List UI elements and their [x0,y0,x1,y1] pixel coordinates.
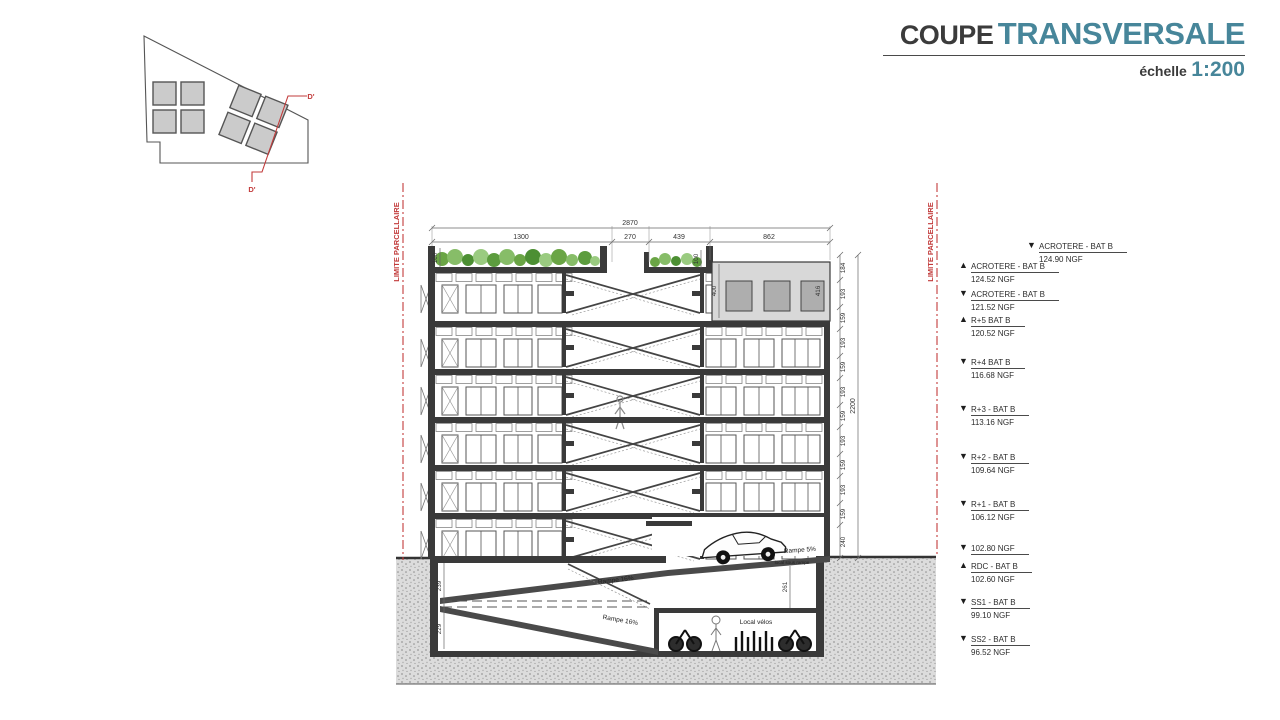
level-ngf: 116.68 NGF [971,371,1014,380]
dim-seg3: 439 [673,234,685,241]
level-triangle-icon: ▼ [959,356,968,366]
level-triangle-icon: ▼ [959,498,968,508]
dim-box-right: 416 [815,285,822,297]
level-triangle-icon: ▼ [959,596,968,606]
level-triangle-icon: ▼ [959,451,968,461]
level-ngf: 106.12 NGF [971,513,1015,522]
level-triangle-icon: ▼ [959,403,968,413]
title-main: TRANSVERSALE [997,16,1245,51]
dim-ss2: 229 [436,623,443,635]
bike-rack [736,631,772,651]
dim-seg4: 862 [763,234,775,241]
level-marker-ss1 [960,592,1080,620]
level-ngf: 120.52 NGF [971,329,1015,338]
label-ramp16-upper: Rampe 16% [597,574,635,587]
dim-roof-mid: 100 [693,253,700,265]
level-triangle-icon: ▼ [959,288,968,298]
parcel-boundary-label-left: LIMITE PARCELLAIRE [392,202,401,282]
level-label: RDC - BAT B [971,562,1032,573]
dim-top-total: 2870 [622,220,638,227]
dim-ss1: 239 [436,580,443,592]
level-triangle-icon: ▼ [1027,240,1036,250]
dim-right-5: 193 [840,386,847,398]
site-buildings-right [219,85,288,154]
dim-box-left: 400 [711,285,718,297]
level-label: R+2 - BAT B [971,453,1029,464]
level-ngf: 99.10 NGF [971,611,1011,620]
section-cut-label-top: D' [307,92,315,101]
scale-value: 1:200 [1191,58,1245,81]
level-triangle-icon: ▲ [959,314,968,324]
level-marker-rdc [960,556,1080,584]
dim-right-total: 2200 [850,398,857,414]
level-ngf: 113.16 NGF [971,418,1014,427]
parcel-boundary-label-right: LIMITE PARCELLAIRE [926,202,935,282]
level-label: SS1 - BAT B [971,598,1030,609]
person-outline [711,616,721,651]
level-marker-r3 [960,399,1080,427]
dim-seg1: 1300 [513,234,529,241]
dim-right-3: 193 [840,337,847,349]
level-triangle-icon: ▼ [959,542,968,552]
dim-right-9: 193 [840,484,847,496]
level-ngf: 96.52 NGF [971,648,1011,657]
dim-right-2: 159 [840,312,847,324]
level-marker-acrotere-12152 [960,284,1080,312]
dim-right-10: 159 [840,508,847,520]
attic-volume [712,262,830,321]
label-ramp5: Rampe 5% [783,545,817,556]
label-ramp16-lower: Rampe 16% [602,613,639,628]
level-label: ACROTERE - BAT B [1039,242,1127,253]
level-marker-r2 [960,447,1080,475]
dim-right-11: 240 [840,536,847,548]
title-prefix: COUPE [899,20,994,50]
level-marker-ss2 [960,629,1080,657]
level-marker-acrotere-12452 [960,256,1080,284]
level-label: R+5 BAT B [971,316,1025,327]
dim-seg2: 270 [624,234,636,241]
dim-roof-left: 100 [432,252,439,264]
level-ngf: 124.52 NGF [971,275,1015,284]
dim-right-6: 159 [840,410,847,422]
site-buildings-left [153,82,204,133]
level-label: R+3 - BAT B [971,405,1029,416]
level-ngf: 102.60 NGF [971,575,1015,584]
label-bike-room: Local vélos [739,619,773,626]
green-roof [435,249,702,267]
label-under-ramp-room: local sous rampe [774,560,810,565]
building-section [421,246,830,657]
dim-right-4: 159 [840,361,847,373]
level-label: 102.80 NGF [971,544,1029,555]
level-label: ACROTERE - BAT B [971,262,1059,273]
level-marker-10280 [960,538,1080,557]
level-triangle-icon: ▲ [959,560,968,570]
level-marker-r1 [960,494,1080,522]
site-key-plan [144,36,315,194]
level-ngf: 124.90 NGF [1039,255,1083,264]
dim-entry-height: 261 [782,581,789,593]
dim-right-7: 193 [840,435,847,447]
level-triangle-icon: ▼ [959,633,968,643]
level-marker-r5 [960,310,1080,338]
dim-right-8: 159 [840,459,847,471]
level-label: ACROTERE - BAT B [971,290,1059,301]
scale-word: échelle [1139,63,1187,79]
level-marker-r4 [960,352,1080,380]
level-ngf: 109.64 NGF [971,466,1015,475]
level-ngf: 121.52 NGF [971,303,1015,312]
level-label: SS2 - BAT B [971,635,1030,646]
section-cut-label-bottom: D' [248,185,256,194]
dim-right-1: 193 [840,288,847,300]
level-label: R+1 - BAT B [971,500,1029,511]
dim-right-0: 184 [840,262,847,274]
level-label: R+4 BAT B [971,358,1025,369]
level-triangle-icon: ▲ [959,260,968,270]
